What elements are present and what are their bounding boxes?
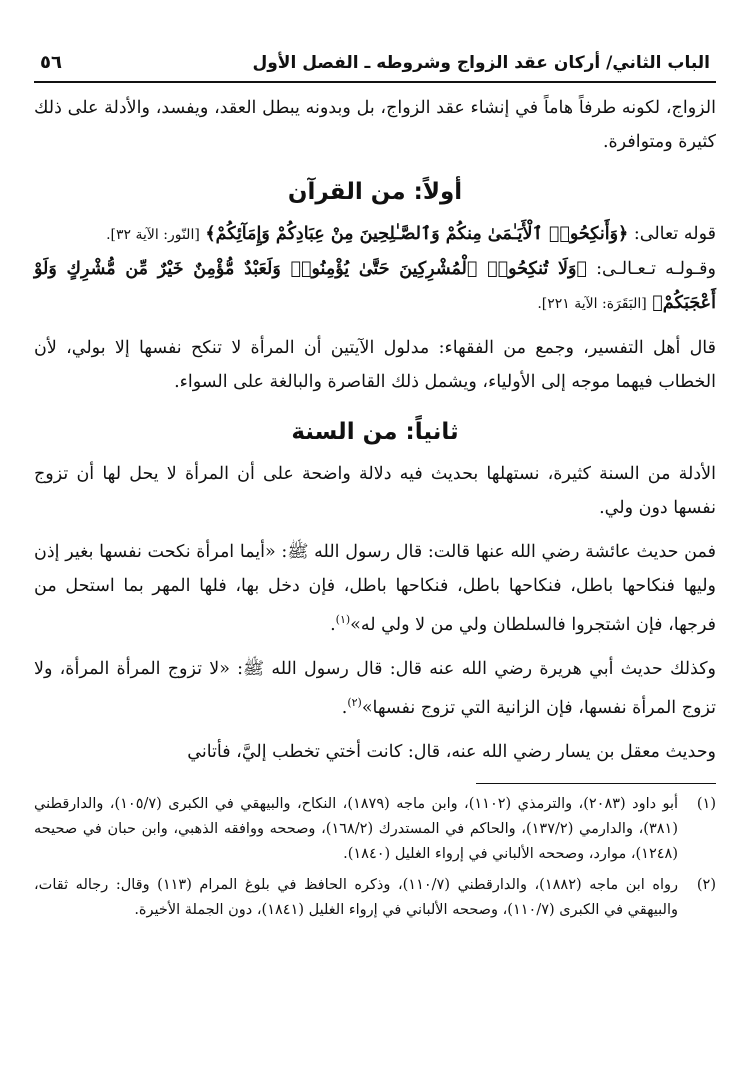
footnote-2 [34,873,716,923]
footnote-ref-2: (٢) [347,695,362,709]
verse-paragraph-1 [34,217,716,252]
footnote-2-text: رواه ابن ماجه (١٨٨٢)، والدارقطني (١١٠/٧)، وذكره الحافظ في بلوغ المرام (١١٣) وقال: رجاله ثقات، والبيهقي في الكبرى (١١٠/٧)، وصححه الألباني في إرواء الغليل (١٨٤١)، دون الجملة الأخيرة. [34,876,679,918]
footnote-2-number: (٢) [696,876,716,893]
page-number: ٥٦ [40,52,62,73]
footnote-ref-1: (١) [335,613,351,626]
sunnah-paragraph-1: الأدلة من السنة كثيرة، نستهلها بحديث فيه دلالة واضحة على أن المرأة لا يحل لها أن تزوج نفسها دون ولي. [34,464,716,518]
hadith-aisha-end: . [330,614,336,635]
hadith-aisha-text: فمن حديث عائشة رضي الله عنها قالت: قال رسول الله ﷺ: «أيما امرأة نكحت نفسها بغير إذن وليها فنكاحها باطل، فنكاحها باطل، فنكاحها باطل، فإن دخل بها، فلها المهر بما استحل من فرجها، فإن اشتجروا فالسلطان ولي من لا ولي له» [34,542,716,635]
running-title: الباب الثاني/ أركان عقد الزواج وشروطه ـ الفصل الأول [252,53,710,73]
verse-1-text: ﴿وَأَنكِحُوا۟ ٱلْأَيَـٰمَىٰ مِنكُمْ وَٱلصَّـٰلِحِينَ مِنْ عِبَادِكُمْ وَإِمَآئِكُمْ﴾ [205,224,629,244]
verse-2-text: ﴿وَلَا تُنكِحُوا۟ ٱلْمُشْرِكِينَ حَتَّىٰ يُؤْمِنُوا۟ وَلَعَبْدٌ مُّؤْمِنٌ خَيْرٌ مِّن مُّشْرِكٍ وَلَوْ أَعْجَبَكُمْ﴾ [34,259,716,313]
hadith-abu-hurairah-paragraph [34,652,716,725]
intro-paragraph: الزواج، لكونه طرفاً هاماً في إنشاء عقد الزواج، بل وبدونه يبطل العقد، ويفسد، والأدلة على ذلك كثيرة ومتوافرة. [34,98,716,152]
hadith-maqil-paragraph: وحديث معقل بن يسار رضي الله عنه، قال: كانت أختي تخطب إليَّ، فأتاني [187,741,716,762]
verse-2-lead: وقـولـه تـعـالـى: [586,259,716,279]
section-heading-quran: أولاً: من القرآن [287,179,463,205]
commentary-paragraph: قال أهل التفسير، وجمع من الفقهاء: مدلول الآيتين أن المرأة لا تنكح نفسها إلا بولي، لأن الخطاب فيهما موجه إلى الأولياء، ويشمل ذلك القاصرة والبالغة على السواء. [34,338,716,392]
verse-1-lead: قوله تعالى: [628,224,716,244]
footnote-divider [476,783,716,784]
footnote-1-number: (١) [696,795,716,812]
verse-1-ref: [النّور: الآية ٣٢]. [106,227,200,243]
footnote-1 [34,792,716,867]
verse-2-ref: [البَقَرَة: الآية ٢٢١]. [537,296,647,312]
page-header [34,52,716,83]
section-heading-sunnah: ثانياً: من السنة [291,419,459,445]
hadith-abu-hurairah-end: . [341,697,348,718]
hadith-abu-hurairah-text: وكذلك حديث أبي هريرة رضي الله عنه قال: قال رسول الله ﷺ: «لا تزوج المرأة المرأة، ولا تزوج المرأة نفسها، فإن الزانية التي تزوج نفسها» [34,658,716,718]
hadith-aisha-paragraph [34,535,716,642]
footnote-1-text: أبو داود (٢٠٨٣)، والترمذي (١١٠٢)، وابن ماجه (١٨٧٩)، النكاح، والبيهقي في الكبرى (١٠٥/٧)، والدارقطني (٣٨١)، والدارمي (١٣٧/٢)، والحاكم في المستدرك (١٦٨/٢)، وصححه ووافقه الذهبي، وابن حبان في صحيحه (١٢٤٨)، موارد، وصححه الألباني في إرواء الغليل (١٨٤٠). [34,795,679,862]
book-page [34,52,716,929]
verse-paragraph-2 [34,252,716,321]
